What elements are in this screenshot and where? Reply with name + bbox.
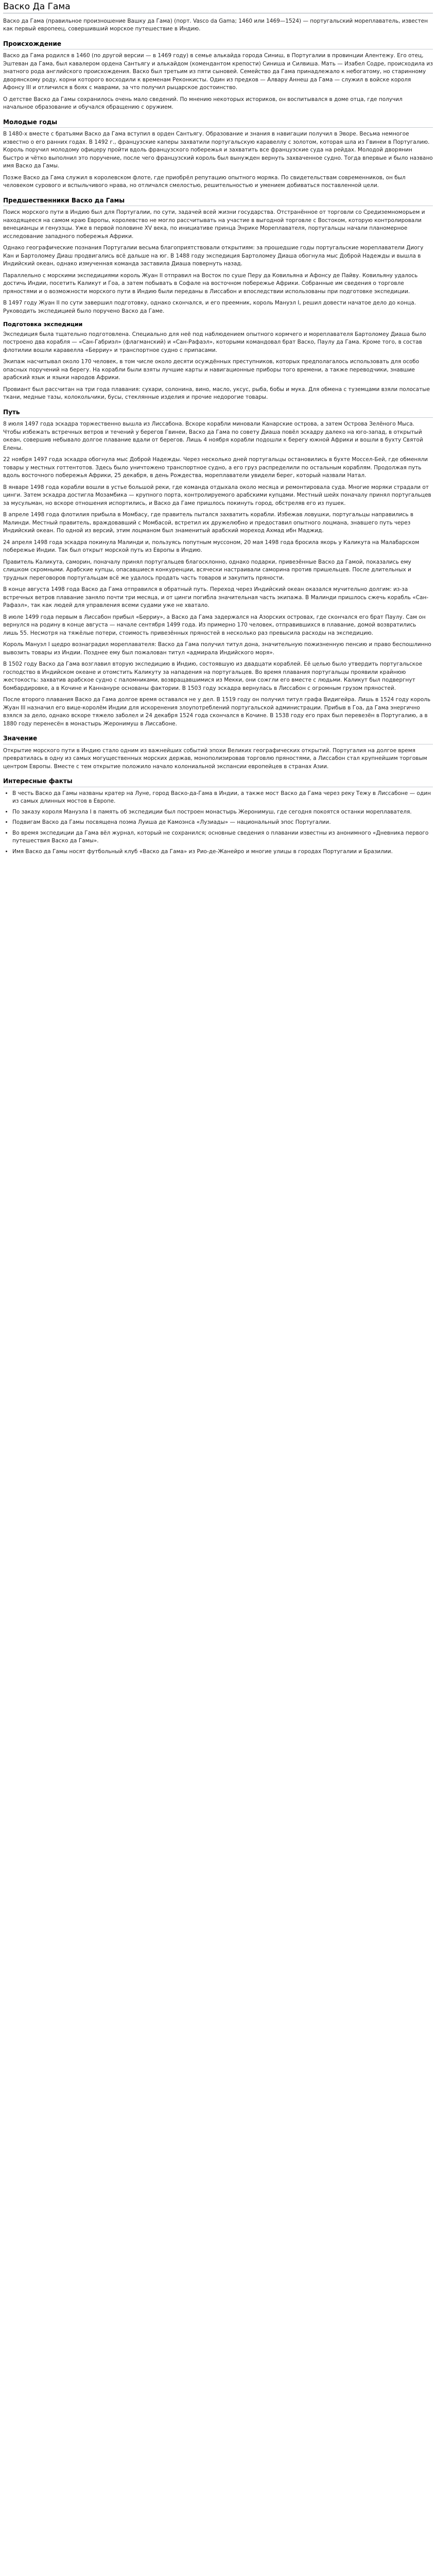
section-paragraph: Экспедиция была тщательно подготовлена. Специально для неё под наблюдением опытного кормчего и мореплавателя Бартоломеу Диаша было построено два корабля — «Сан-Габриэл» (флагманский) и «Сан-Рафаэл», которыми командовал брат Васко, Паулу да Гама. Кроме того, в состав флотилии вошли каравелла «Берриу» и транспортное судно с припасами. <box>3 331 426 353</box>
article-section <box>3 409 433 728</box>
section-paragraph: Открытие морского пути в Индию стало одним из важнейших событий эпохи Великих географических открытий. Португалия на долгое время превратилась в одну из самых могущественных морских держав, монополизировав торговлю пряностями, а Лиссабон стал крупнейшим торговым центром Европы. Вместе с тем открытие положило начало колониальной экспансии европейцев в странах Азии. <box>3 747 427 770</box>
section-paragraph: В 1502 году Васко да Гама возглавил вторую экспедицию в Индию, состоявшую из двадцати кораблей. Её целью было утвердить португальское господство в Индийском океане и отомстить Каликуту за нападения на португальцев. Во время плавания португальцы проявили крайнюю жестокость: захватив арабское судно с паломниками, возвращавшимися из Мекки, они сожгли его вместе с людьми. Каликут был подвергнут бомбардировке, а в Кочине и Каннануре основаны фактории. В 1503 году эскадра вернулась в Лиссабон с огромным грузом пряностей. <box>3 661 423 691</box>
section-paragraph: В 1480-х вместе с братьями Васко да Гама вступил в орден Сантьягу. Образование и знания в навигации получил в Эворе. Весьма немногое известно о его ранних годах. В 1492 г., французские каперы захватили португальскую каравеллу с золотом, которая шла из Гвинеи в Португалию. Король поручил молодому офицеру пройти вдоль французского побережья и захватить все французские суда на рейдах. Молодой дворянин быстро и чётко выполнил это поручение, после чего французский король был вынужден вернуть захваченное судно. Тогда впервые и было названо имя Васко да Гамы. <box>3 131 433 169</box>
section-paragraph: 24 апреля 1498 года эскадра покинула Малинди и, пользуясь попутным муссоном, 20 мая 1498 года бросила якорь у Каликута на Малабарском побережье Индии. Так был открыт морской путь из Европы в Индию. <box>3 539 420 553</box>
article-section <box>3 40 433 112</box>
page-title: Васко Да Гама <box>3 3 433 13</box>
section-heading: Происхождение <box>3 40 433 50</box>
section-paragraph: 8 июля 1497 года эскадра торжественно вышла из Лиссабона. Вскоре корабли миновали Канарские острова, а затем Острова Зелёного Мыса. Чтобы избежать встречных ветров и течений у берегов Гвинеи, Васко да Гама по совету Диаша повёл эскадру далеко на юго-запад, в открытый океан, совершив небывало долгое плавание вдали от берегов. Лишь 4 ноября корабли подошли к берегу южной Африки и вошли в бухту Святой Елены. <box>3 421 423 451</box>
list-item: • Во время экспедиции да Гама вёл журнал, который не сохранился; основные сведения о плавании известны из анонимного «Дневника первого путешествия Васко да Гамы». <box>12 829 433 845</box>
section-heading: Предшественники Васко да Гамы <box>3 197 433 207</box>
section-paragraph: Параллельно с морскими экспедициями король Жуан II отправил на Восток по суше Перу да Ковильяна и Афонсу де Пайву. Ковильяну удалось достичь Индии, посетить Каликут и Гоа, а затем побывать в Софале на восточном побережье Африки. Собранные им сведения о торговле пряностями и о возможности морского пути в Индию были переданы в Лиссабон и впоследствии использованы при подготовке экспедиции. <box>3 272 418 295</box>
list-item: • В честь Васко да Гамы названы кратер на Луне, город Васко-да-Гама в Индии, а также мост Васко да Гама через реку Тежу в Лиссабоне — один из самых длинных мостов в Европе. <box>12 790 433 806</box>
section-paragraph: После второго плавания Васко да Гама долгое время оставался не у дел. В 1519 году он получил титул графа Видигейра. Лишь в 1524 году король Жуан III назначил его вице-королём Индии для искоренения злоупотреблений португальской администрации. Прибыв в Гоа, да Гама энергично взялся за дело, однако вскоре тяжело заболел и 24 декабря 1524 года скончался в Кочине. В 1538 году его прах был перевезён в Португалию, а в 1880 году перенесён в монастырь Жеронимуш в Лиссабоне. <box>3 697 431 727</box>
section-paragraph: Васко да Гама родился в 1460 (по другой версии — в 1469 году) в семье алькайда города Синиш, в Португалии в провинции Алентежу. Его отец, Эштеван да Гама, был кавалером ордена Сантьягу и алькайдом (комендантом крепости) Синиша и Силвиша. Мать — Изабел Содре, происходила из знатного рода английского происхождения. Васко был третьим из пяти сыновей. Семейство да Гама принадлежало к небогатому, но старинному дворянскому роду, корни которого восходили к временам Реконкисты. Один из предков — Алвару Аннеш да Гама — служил в войске короля Афонсу III и отличился в боях с маврами, за что получил рыцарское достоинство. <box>3 53 433 91</box>
section-paragraph: Провиант был рассчитан на три года плавания: сухари, солонина, вино, масло, уксус, рыба, бобы и мука. Для обмена с туземцами взяли полосатые ткани, медные тазы, колокольчики, бусы, стеклянные изделия и прочие недорогие товары. <box>3 386 430 400</box>
list-item: • По заказу короля Мануэла I в память об экспедиции был построен монастырь Жеронимуш, где сегодня покоятся останки мореплавателя. <box>12 808 433 817</box>
section-paragraph: Позже Васко да Гама служил в королевском флоте, где приобрёл репутацию опытного моряка. По свидетельствам современников, он был человеком сурового и вспыльчивого нрава, но отличался смелостью, решительностью и умением добиваться поставленной цели. <box>3 174 406 189</box>
section-paragraph: В конце августа 1498 года Васко да Гама отправился в обратный путь. Переход через Индийский океан оказался мучительно долгим: из-за встречных ветров плавание заняло почти три месяца, и от цинги погибла значительная часть экипажа. В Малинди пришлось сжечь корабль «Сан-Рафаэл», так как людей для управления всеми судами уже не хватало. <box>3 586 429 608</box>
section-paragraph: Экипаж насчитывал около 170 человек, в том числе около десяти осуждённых преступников, которых предполагалось использовать для особо опасных поручений на берегу. На корабли были взяты лучшие карты и навигационные приборы того времени, а также переводчики, знавшие арабский язык и языки народов Африки. <box>3 359 420 381</box>
facts-list <box>3 790 433 856</box>
section-heading: Значение <box>3 735 433 744</box>
lead-paragraph: Васко да Гама (правильное произношение Вашку да Гама) (порт. Vasco da Gama; 1460 или 1469—1524) — португальский мореплаватель, известен как первый европеец, совершивший морское путешествие в Индию. <box>3 18 428 32</box>
section-heading: Путь <box>3 409 433 418</box>
section-heading: Подготовка экспедиции <box>3 321 83 328</box>
section-paragraph: В июле 1499 года первым в Лиссабон прибыл «Берриу», а Васко да Гама задержался на Азорских островах, где скончался его брат Паулу. Сам он вернулся на родину в конце августа — начале сентября 1499 года. Из примерно 170 человек, отправившихся в плавание, домой возвратились лишь 55. Несмотря на тяжёлые потери, стоимость привезённых пряностей в несколько раз превысила расходы на экспедицию. <box>3 614 426 636</box>
section-paragraph: Правитель Каликута, саморин, поначалу принял португальцев благосклонно, однако подарки, привезённые Васко да Гамой, показались ему слишком скромными. Арабские купцы, опасавшиеся конкуренции, всячески настраивали саморина против пришельцев. После длительных и трудных переговоров португальцам всё же удалось продать часть товаров и закупить пряности. <box>3 558 411 581</box>
list-item: • Подвигам Васко да Гамы посвящена поэма Луиша де Камоэнса «Лузиады» — национальный эпос Португалии. <box>12 819 433 827</box>
section-paragraph: 22 ноября 1497 года эскадра обогнула мыс Доброй Надежды. Через несколько дней португальцы остановились в бухте Моссел-Бей, где обменяли товары у местных готтентотов. Здесь было уничтожено транспортное судно, а его груз распределили по остальным кораблям. Продолжая путь вдоль восточного побережья Африки, 25 декабря, в день Рождества, мореплаватели увидели берег, который назвали Натал. <box>3 456 428 479</box>
section-paragraph: В январе 1498 года корабли вошли в устье большой реки, где команда отдыхала около месяца и ремонтировала суда. Многие моряки страдали от цинги. Затем эскадра достигла Мозамбика — крупного порта, контролируемого арабскими купцами. Местный шейх поначалу принял португальцев за мусульман, но вскоре отношения испортились, и Васко да Гаме пришлось покинуть город, обстреляв его из пушек. <box>3 484 431 506</box>
article-section <box>3 320 433 402</box>
article-section <box>3 197 433 316</box>
section-heading: Интересные факты <box>3 777 433 787</box>
list-item: • Имя Васко да Гамы носят футбольный клуб «Васко да Гама» из Рио-де-Жанейро и многие улицы в городах Португалии и Бразилии. <box>12 848 433 856</box>
article-section <box>3 735 433 771</box>
section-heading: Молодые годы <box>3 118 433 128</box>
section-paragraph: Король Мануэл I щедро вознаградил мореплавателя: Васко да Гама получил титул дона, значительную пожизненную пенсию и право беспошлинно вывозить товары из Индии. Позднее ему был пожалован титул «адмирала Индийского моря». <box>3 641 431 656</box>
section-paragraph: Однако географические познания Португалии весьма благоприятствовали открытиям: за прошедшие годы португальские мореплаватели Диогу Кан и Бартоломеу Диаш продвигались всё дальше на юг. В 1488 году экспедиция Бартоломеу Диаша обогнула мыс Доброй Надежды и вышла в Индийский океан, однако измученная команда заставила Диаша повернуть назад. <box>3 245 424 267</box>
section-paragraph: О детстве Васко да Гамы сохранилось очень мало сведений. По мнению некоторых историков, он воспитывался в доме отца, где получил начальное образование и обучался обращению с оружием. <box>3 96 403 110</box>
section-paragraph: В апреле 1498 года флотилия прибыла в Момбасу, где правитель пытался захватить корабли. Избежав ловушки, португальцы направились в Малинди. Местный правитель, враждовавший с Момбасой, встретил их дружелюбно и предоставил опытного лоцмана, знавшего путь через Индийский океан. По одной из версий, этим лоцманом был знаменитый арабский мореход Ахмад ибн Маджид. <box>3 512 414 534</box>
article-section <box>3 118 433 190</box>
article <box>0 0 436 865</box>
section-paragraph: Поиск морского пути в Индию был для Португалии, по сути, задачей всей жизни государства. Отстранённое от торговли со Средиземноморьем и находящееся на самом краю Европы, королевство не могло рассчитывать на участие в выгодной торговле с Востоком, которую контролировали венецианцы и генуэзцы. Уже в первой половине XV века, по инициативе принца Энрике Мореплавателя, португальцы начали планомерное исследование западного побережья Африки. <box>3 209 425 240</box>
article-section <box>3 777 433 856</box>
article-body <box>3 40 433 856</box>
section-paragraph: В 1497 году Жуан II по сути завершил подготовку, однако скончался, и его преемник, король Мануэл I, решил довести начатое дело до конца. Руководить экспедицией было поручено Васко да Гаме. <box>3 300 416 314</box>
